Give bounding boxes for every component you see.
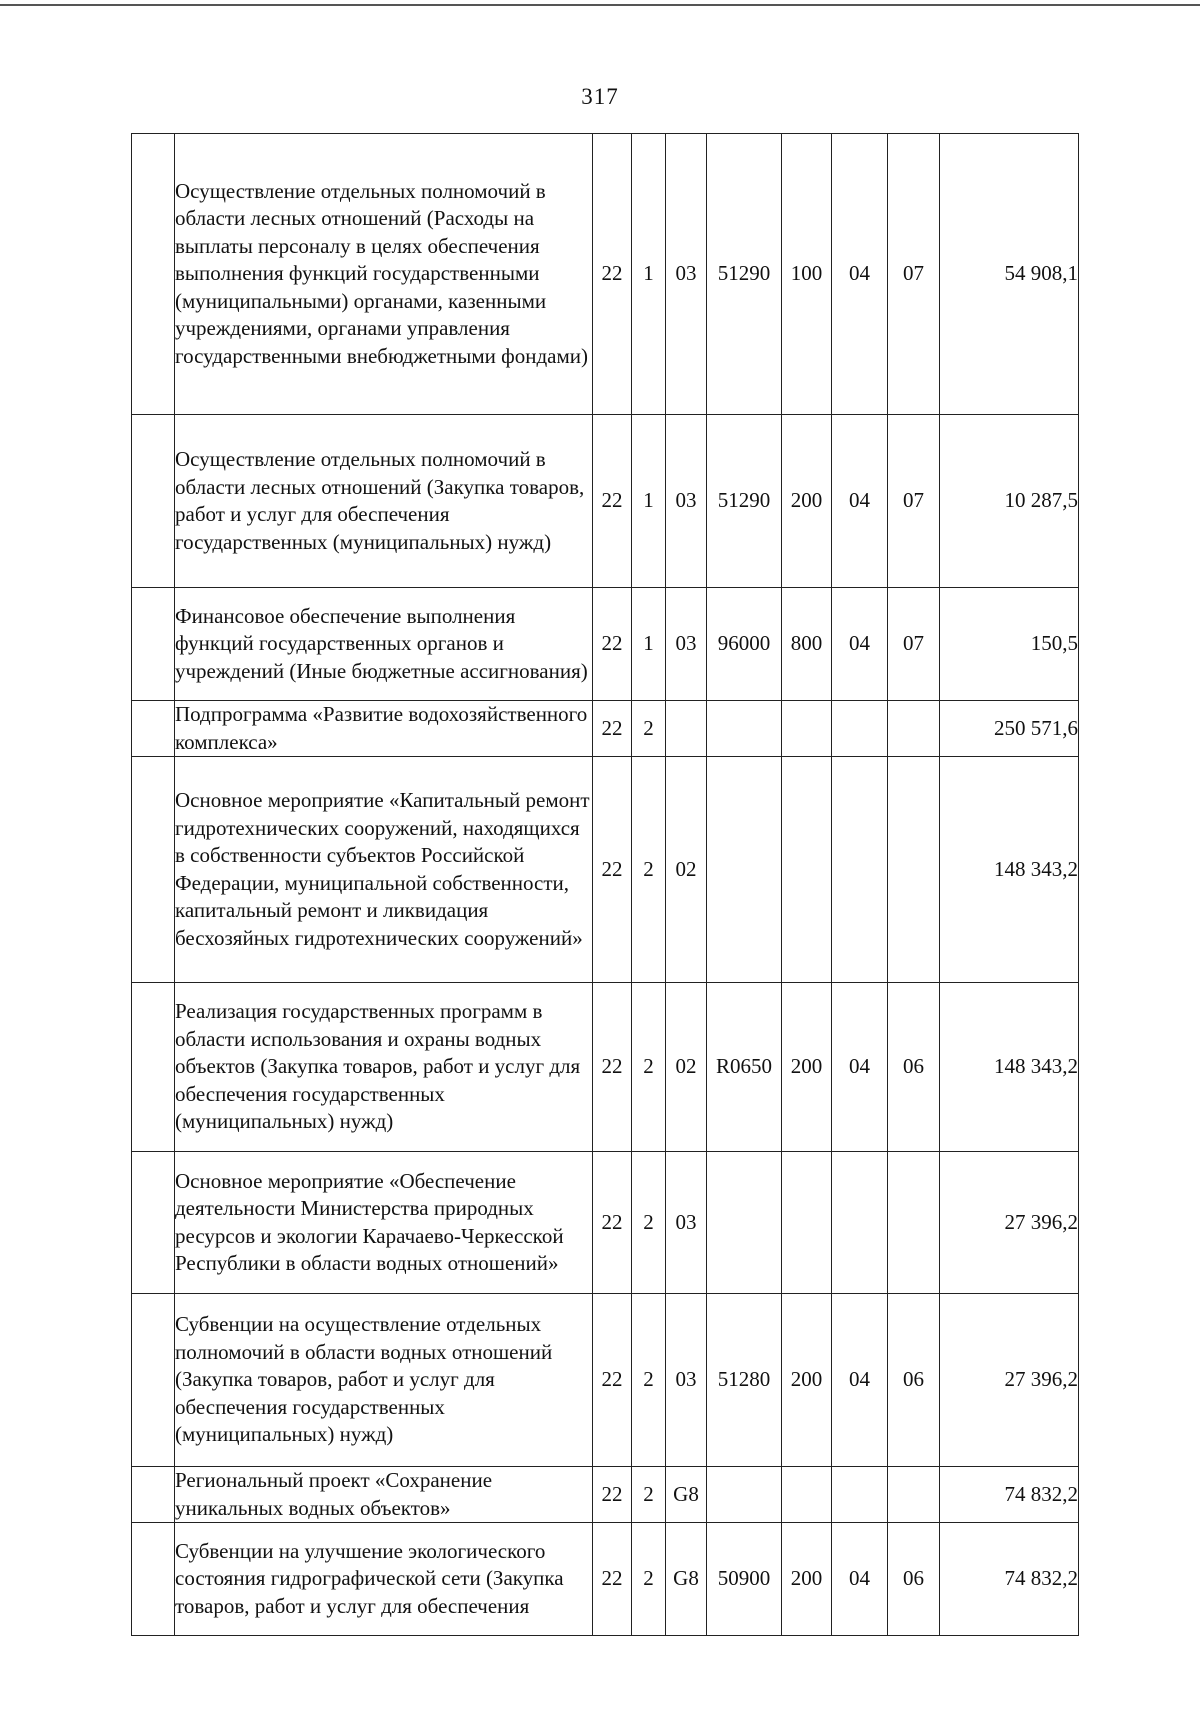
- row-amount: 54 908,1: [940, 134, 1079, 415]
- code-cell-c6: [832, 757, 888, 983]
- row-description: Подпрограмма «Развитие водохозяйственного комплекса»: [175, 701, 593, 757]
- row-amount: 148 343,2: [940, 983, 1079, 1152]
- table-row: [132, 757, 1079, 983]
- table-row: [132, 701, 1079, 757]
- row-description: Финансовое обеспечение выполнения функций государственных органов и учреждений (Иные бюджетные ассигнования): [175, 588, 593, 701]
- code-cell-c3: 03: [666, 1152, 707, 1294]
- code-cell-c2: 2: [632, 701, 666, 757]
- code-cell-c5: 200: [782, 983, 832, 1152]
- page-number: 317: [581, 84, 619, 109]
- code-cell-c7: 06: [888, 1523, 940, 1636]
- code-cell-c4: [707, 1152, 782, 1294]
- code-cell-c1: 22: [593, 1152, 632, 1294]
- code-cell-c3: 03: [666, 134, 707, 415]
- code-cell-c2: 2: [632, 1523, 666, 1636]
- row-description: Осуществление отдельных полномочий в области лесных отношений (Расходы на выплаты персоналу в целях обеспечения выполнения функций государственными (муниципальными) органами, казенными учреждениями, органами управления государственными внебюджетными фондами): [175, 134, 593, 415]
- code-cell-c4: [707, 701, 782, 757]
- code-cell-c6: 04: [832, 983, 888, 1152]
- code-cell-c5: [782, 1467, 832, 1523]
- code-cell-c3: G8: [666, 1523, 707, 1636]
- table-row: [132, 1152, 1079, 1294]
- code-cell-c1: 22: [593, 701, 632, 757]
- code-cell-c1: 22: [593, 134, 632, 415]
- code-cell-c2: 2: [632, 983, 666, 1152]
- row-amount: 10 287,5: [940, 415, 1079, 588]
- code-cell-c4: R0650: [707, 983, 782, 1152]
- blank-cell: [132, 1467, 175, 1523]
- row-description: Региональный проект «Сохранение уникальных водных объектов»: [175, 1467, 593, 1523]
- table-row: [132, 415, 1079, 588]
- row-description: Субвенции на осуществление отдельных полномочий в области водных отношений (Закупка товаров, работ и услуг для обеспечения государственных (муниципальных) нужд): [175, 1294, 593, 1467]
- row-amount: 74 832,2: [940, 1467, 1079, 1523]
- code-cell-c3: 02: [666, 757, 707, 983]
- code-cell-c7: [888, 1467, 940, 1523]
- code-cell-c3: 03: [666, 1294, 707, 1467]
- code-cell-c1: 22: [593, 415, 632, 588]
- code-cell-c7: [888, 701, 940, 757]
- row-amount: 250 571,6: [940, 701, 1079, 757]
- code-cell-c1: 22: [593, 1467, 632, 1523]
- code-cell-c2: 2: [632, 757, 666, 983]
- table-row: [132, 134, 1079, 415]
- code-cell-c5: 200: [782, 1294, 832, 1467]
- blank-cell: [132, 1523, 175, 1636]
- code-cell-c7: [888, 757, 940, 983]
- code-cell-c6: 04: [832, 1294, 888, 1467]
- code-cell-c7: 06: [888, 1294, 940, 1467]
- row-description: Осуществление отдельных полномочий в области лесных отношений (Закупка товаров, работ и услуг для обеспечения государственных (муниципальных) нужд): [175, 415, 593, 588]
- code-cell-c2: 2: [632, 1294, 666, 1467]
- code-cell-c4: 51280: [707, 1294, 782, 1467]
- blank-cell: [132, 415, 175, 588]
- code-cell-c2: 1: [632, 415, 666, 588]
- code-cell-c6: 04: [832, 588, 888, 701]
- code-cell-c1: 22: [593, 1294, 632, 1467]
- code-cell-c2: 1: [632, 588, 666, 701]
- code-cell-c5: 100: [782, 134, 832, 415]
- code-cell-c5: 200: [782, 1523, 832, 1636]
- code-cell-c5: [782, 757, 832, 983]
- code-cell-c2: 2: [632, 1467, 666, 1523]
- code-cell-c3: 03: [666, 588, 707, 701]
- code-cell-c5: 200: [782, 415, 832, 588]
- row-description: Основное мероприятие «Обеспечение деятельности Министерства природных ресурсов и экологии Карачаево-Черкесской Республики в области водных отношений»: [175, 1152, 593, 1294]
- code-cell-c3: 02: [666, 983, 707, 1152]
- row-amount: 148 343,2: [940, 757, 1079, 983]
- blank-cell: [132, 1294, 175, 1467]
- blank-cell: [132, 701, 175, 757]
- code-cell-c3: 03: [666, 415, 707, 588]
- row-amount: 74 832,2: [940, 1523, 1079, 1636]
- table-row: [132, 1294, 1079, 1467]
- blank-cell: [132, 1152, 175, 1294]
- code-cell-c1: 22: [593, 588, 632, 701]
- code-cell-c6: 04: [832, 1523, 888, 1636]
- blank-cell: [132, 757, 175, 983]
- code-cell-c4: [707, 1467, 782, 1523]
- code-cell-c7: [888, 1152, 940, 1294]
- code-cell-c7: 07: [888, 134, 940, 415]
- code-cell-c3: G8: [666, 1467, 707, 1523]
- blank-cell: [132, 134, 175, 415]
- table-row: [132, 1523, 1079, 1636]
- code-cell-c6: 04: [832, 415, 888, 588]
- code-cell-c7: 06: [888, 983, 940, 1152]
- code-cell-c6: [832, 701, 888, 757]
- code-cell-c5: [782, 1152, 832, 1294]
- code-cell-c4: 51290: [707, 134, 782, 415]
- table-row: [132, 983, 1079, 1152]
- code-cell-c2: 2: [632, 1152, 666, 1294]
- code-cell-c4: [707, 757, 782, 983]
- code-cell-c7: 07: [888, 415, 940, 588]
- blank-cell: [132, 588, 175, 701]
- row-amount: 150,5: [940, 588, 1079, 701]
- row-amount: 27 396,2: [940, 1152, 1079, 1294]
- code-cell-c4: 51290: [707, 415, 782, 588]
- code-cell-c6: 04: [832, 134, 888, 415]
- row-description: Реализация государственных программ в области использования и охраны водных объектов (Закупка товаров, работ и услуг для обеспечения государственных (муниципальных) нужд): [175, 983, 593, 1152]
- top-rule: [0, 4, 1200, 6]
- code-cell-c2: 1: [632, 134, 666, 415]
- code-cell-c4: 96000: [707, 588, 782, 701]
- row-description: Субвенции на улучшение экологического состояния гидрографической сети (Закупка товаров, работ и услуг для обеспечения: [175, 1523, 593, 1636]
- table-row: [132, 1467, 1079, 1523]
- code-cell-c5: 800: [782, 588, 832, 701]
- code-cell-c1: 22: [593, 757, 632, 983]
- row-description: Основное мероприятие «Капитальный ремонт гидротехнических сооружений, находящихся в собственности субъектов Российской Федерации, муниципальной собственности, капитальный ремонт и ликвидация бесхозяйных гидротехнических сооружений»: [175, 757, 593, 983]
- budget-table: [131, 133, 1079, 1636]
- code-cell-c4: 50900: [707, 1523, 782, 1636]
- code-cell-c3: [666, 701, 707, 757]
- table-row: [132, 588, 1079, 701]
- code-cell-c6: [832, 1467, 888, 1523]
- code-cell-c5: [782, 701, 832, 757]
- code-cell-c7: 07: [888, 588, 940, 701]
- code-cell-c1: 22: [593, 983, 632, 1152]
- blank-cell: [132, 983, 175, 1152]
- code-cell-c1: 22: [593, 1523, 632, 1636]
- code-cell-c6: [832, 1152, 888, 1294]
- row-amount: 27 396,2: [940, 1294, 1079, 1467]
